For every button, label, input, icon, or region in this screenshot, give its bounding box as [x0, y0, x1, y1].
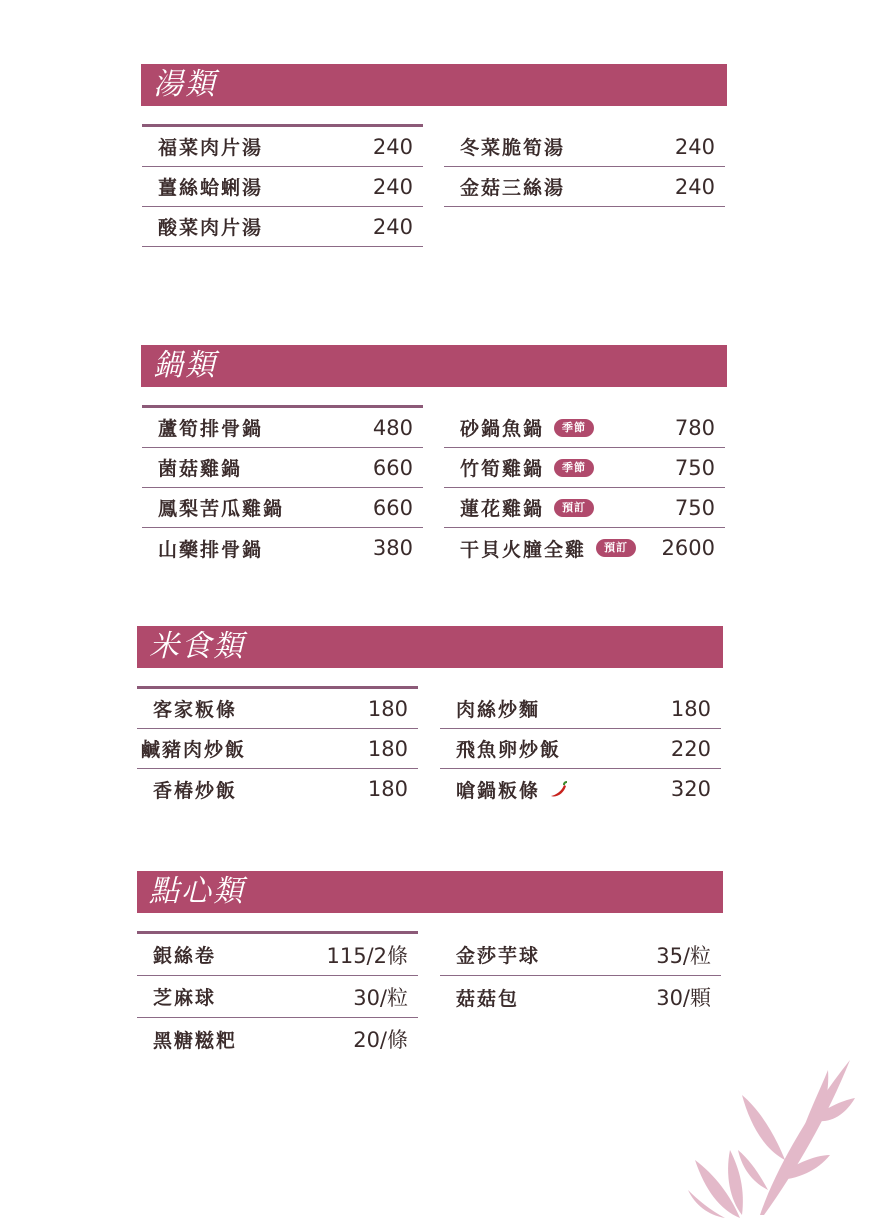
- section-header-rice: [137, 626, 723, 668]
- item-price: 240: [372, 134, 413, 159]
- item-name: 鹹豬肉炒飯: [141, 739, 247, 761]
- item-name: 蓮花雞鍋: [460, 498, 545, 520]
- menu-item: [444, 448, 725, 488]
- menu-item: [137, 689, 418, 729]
- section-title: 米食類: [149, 629, 245, 664]
- item-price: 320: [670, 777, 711, 801]
- item-name: 薑絲蛤蜊湯: [158, 177, 264, 199]
- item-name: 芝麻球: [153, 987, 217, 1009]
- item-price: 240: [674, 174, 715, 199]
- preorder-badge: 預訂: [554, 499, 594, 517]
- item-price: 35/粒: [656, 943, 711, 968]
- menu-column-right: [444, 124, 725, 207]
- menu-item: [444, 488, 725, 528]
- menu-item: [137, 976, 418, 1018]
- menu-column-left: [142, 405, 423, 568]
- menu-item: [444, 127, 725, 167]
- menu-item: [137, 729, 418, 769]
- item-name: 香椿炒飯: [153, 779, 238, 802]
- menu-item: [444, 408, 725, 448]
- item-name: 飛魚卵炒飯: [456, 739, 562, 761]
- item-name: 菌菇雞鍋: [158, 458, 243, 480]
- item-price: 660: [372, 495, 413, 520]
- item-name: 山藥排骨鍋: [158, 538, 264, 561]
- item-name: 肉絲炒麵: [456, 699, 541, 721]
- item-name: 砂鍋魚鍋: [460, 418, 545, 440]
- item-name: 冬菜脆筍湯: [460, 137, 566, 159]
- item-price: 180: [367, 736, 408, 761]
- menu-column-right: [444, 405, 725, 568]
- item-price: 240: [372, 214, 413, 239]
- item-price: 240: [372, 174, 413, 199]
- item-price: 180: [367, 696, 408, 721]
- item-price: 180: [670, 696, 711, 721]
- chili-pepper-icon: [548, 779, 568, 799]
- item-price: 20/條: [353, 1028, 408, 1052]
- menu-item: [137, 934, 418, 976]
- item-price: 780: [674, 415, 715, 440]
- menu-column-right: [440, 686, 721, 809]
- item-price: 750: [674, 495, 715, 520]
- item-name: 蘆筍排骨鍋: [158, 418, 264, 440]
- item-price: 480: [372, 415, 413, 440]
- item-price: 660: [372, 455, 413, 480]
- item-name: 鳳梨苦瓜雞鍋: [158, 498, 285, 520]
- menu-item: [440, 976, 721, 1018]
- section-title: 鍋類: [153, 348, 217, 383]
- item-price: 2600: [661, 536, 715, 560]
- menu-item: [142, 127, 423, 167]
- item-name: 酸菜肉片湯: [158, 217, 264, 239]
- seasonal-badge: 季節: [554, 459, 594, 477]
- item-name: 金莎芋球: [456, 945, 541, 967]
- menu-column-right: [440, 931, 721, 1018]
- item-name: 干貝火膧全雞: [460, 538, 587, 561]
- section-title: 湯類: [153, 67, 217, 102]
- item-price: 220: [670, 736, 711, 761]
- section-header-dimsum: [137, 871, 723, 913]
- item-price: 750: [674, 455, 715, 480]
- item-name: 客家粄條: [153, 699, 238, 721]
- menu-item: [142, 488, 423, 528]
- menu-item: [440, 729, 721, 769]
- section-header-hotpot: [141, 345, 727, 387]
- item-price: 30/顆: [656, 986, 711, 1010]
- menu-column-left: [142, 124, 423, 247]
- item-name: 福菜肉片湯: [158, 137, 264, 159]
- menu-item: [142, 207, 423, 247]
- section-title: 點心類: [149, 874, 245, 909]
- decorative-leaves-icon: [680, 1050, 860, 1220]
- item-price: 30/粒: [353, 985, 408, 1010]
- item-name: 金菇三絲湯: [460, 177, 566, 199]
- item-price: 180: [367, 777, 408, 801]
- item-name: 嗆鍋粄條: [456, 779, 541, 802]
- section-header-soup: [141, 64, 727, 106]
- menu-item: [142, 448, 423, 488]
- item-name: 黑糖糍粑: [153, 1029, 238, 1052]
- preorder-badge: 預訂: [596, 539, 636, 557]
- menu-item: [142, 167, 423, 207]
- menu-item: [440, 689, 721, 729]
- menu-column-left: [137, 931, 418, 1060]
- item-name: 菇菇包: [456, 987, 520, 1010]
- item-name: 銀絲卷: [153, 945, 217, 967]
- item-price: 240: [674, 134, 715, 159]
- item-price: 115/2條: [326, 943, 408, 968]
- menu-item: [444, 167, 725, 207]
- menu-item: [142, 408, 423, 448]
- menu-item: [440, 934, 721, 976]
- item-name: 竹筍雞鍋: [460, 458, 545, 480]
- item-price: 380: [372, 536, 413, 560]
- menu-column-left: [137, 686, 418, 809]
- menu-item: [444, 528, 725, 568]
- menu-item: [137, 1018, 418, 1060]
- seasonal-badge: 季節: [554, 419, 594, 437]
- menu-item: [137, 769, 418, 809]
- menu-item: [142, 528, 423, 568]
- menu-item: [440, 769, 721, 809]
